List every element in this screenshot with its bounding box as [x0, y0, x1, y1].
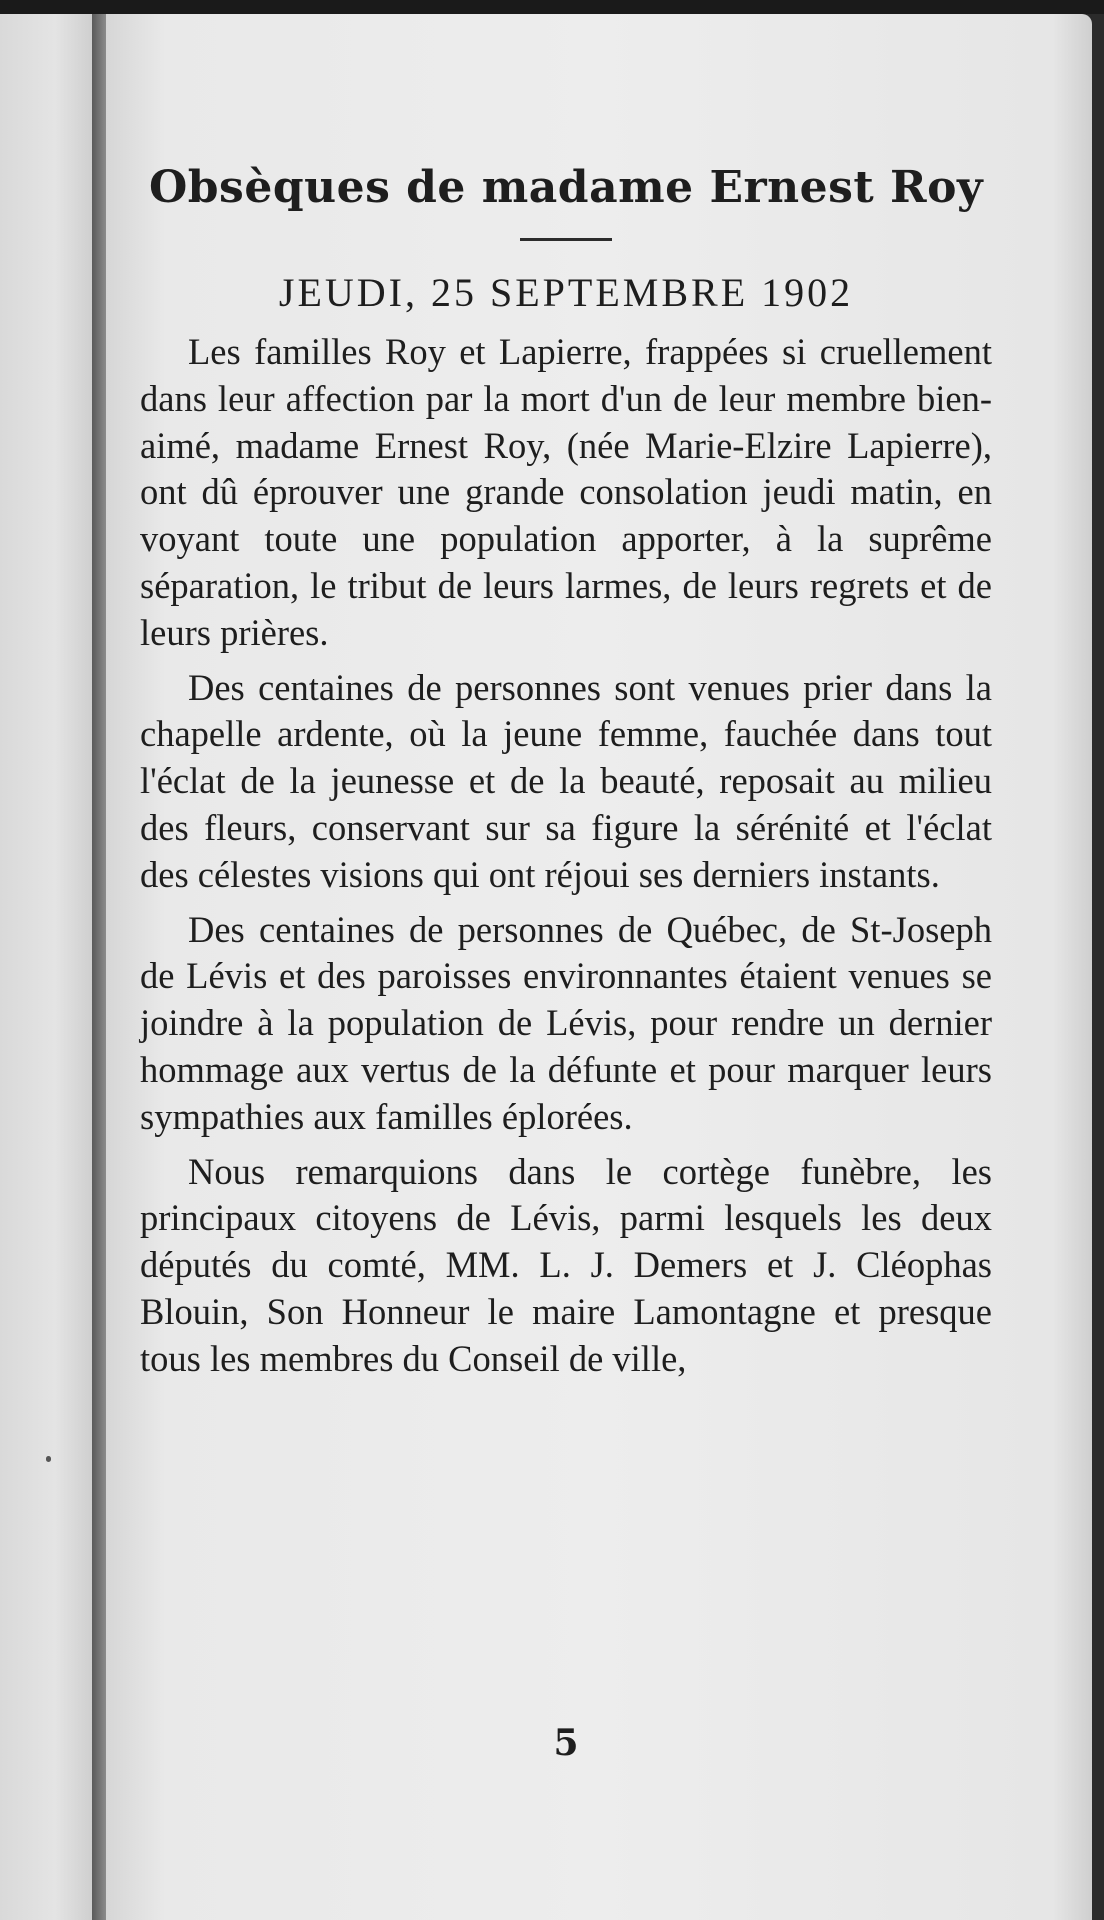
dust-speck: [46, 1456, 51, 1462]
paragraph: Nous remarquions dans le cortège funèbre, les principaux citoyens de Lévis, parmi lesquels les deux députés du comté, MM. L. J. Demers et J. Cléophas Blouin, Son Honneur le maire Lamontagne et presque tous les membres du Conseil de ville,: [140, 1150, 992, 1379]
title-rule: [520, 238, 612, 241]
article-title: Obsèques de madame Ernest Roy: [148, 162, 984, 213]
facing-page-edge: [0, 14, 92, 1920]
paragraph: Des centaines de personnes sont venues prier dans la chapelle ardente, où la jeune femme, fauchée dans tout l'éclat de la jeunesse et de la beauté, reposait au milieu des fleurs, conservant sur sa figure la sérénité et l'éclat des célestes visions qui ont réjoui ses derniers instants.: [140, 666, 992, 895]
article-body: [140, 160, 992, 1391]
page-number: 5: [553, 1722, 579, 1764]
scan-top-border: [0, 0, 1104, 14]
paragraph: Les familles Roy et Lapierre, frappées si cruellement dans leur affection par la mort d'un de leur membre bien-aimé, madame Ernest Roy, (née Marie-Elzire Lapierre), ont dû éprouver une grande consolation jeudi matin, en voyant toute une population apporter, à la suprême séparation, le tribut de leurs larmes, de leurs regrets et de leurs prières.: [140, 331, 992, 653]
dateline: JEUDI, 25 SEPTEMBRE 1902: [278, 270, 854, 315]
scan-right-border: [1092, 14, 1104, 1920]
paragraph: Des centaines de personnes de Québec, de St-Joseph de Lévis et des paroisses environnantes étaient venues se joindre à la population de Lévis, pour rendre un dernier hommage aux vertus de la défunte et pour marquer leurs sympathies aux familles éplorées.: [140, 908, 992, 1137]
